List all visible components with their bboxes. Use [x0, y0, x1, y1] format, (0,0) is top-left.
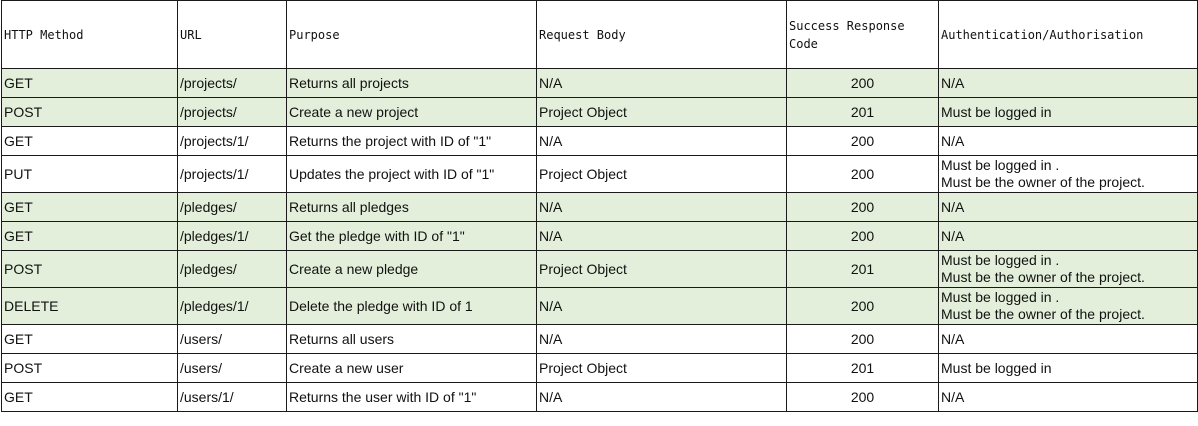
- cell-http-method: GET: [2, 383, 178, 412]
- cell-purpose: Create a new user: [287, 354, 537, 383]
- auth-line: Must be the owner of the project.: [941, 174, 1145, 190]
- table-row: [2, 383, 1198, 412]
- cell-url: /users/: [178, 325, 287, 354]
- cell-auth: [939, 156, 1198, 193]
- cell-purpose: Returns all projects: [287, 69, 537, 98]
- header-url: URL: [178, 1, 287, 69]
- cell-url: /projects/1/: [178, 156, 287, 193]
- cell-request-body: N/A: [537, 193, 787, 222]
- cell-purpose: Create a new project: [287, 98, 537, 127]
- auth-line: Must be logged in .: [941, 157, 1060, 173]
- cell-url: /projects/: [178, 98, 287, 127]
- cell-request-body: Project Object: [537, 98, 787, 127]
- auth-line: N/A: [941, 198, 965, 215]
- cell-auth: [939, 69, 1198, 98]
- cell-purpose: Get the pledge with ID of "1": [287, 222, 537, 251]
- cell-url: /pledges/: [178, 193, 287, 222]
- cell-url: /projects/1/: [178, 127, 287, 156]
- header-success-code: Success Response Code: [787, 1, 939, 69]
- cell-auth: [939, 193, 1198, 222]
- cell-success-code: 201: [787, 98, 939, 127]
- cell-http-method: PUT: [2, 156, 178, 193]
- auth-line: N/A: [941, 132, 965, 149]
- table-row: [2, 193, 1198, 222]
- cell-http-method: GET: [2, 193, 178, 222]
- cell-purpose: Create a new pledge: [287, 251, 537, 288]
- cell-url: /pledges/: [178, 251, 287, 288]
- cell-request-body: N/A: [537, 288, 787, 325]
- cell-purpose: Returns all users: [287, 325, 537, 354]
- cell-request-body: N/A: [537, 325, 787, 354]
- auth-line: N/A: [941, 388, 965, 405]
- api-endpoints-table: [1, 0, 1198, 412]
- cell-request-body: Project Object: [537, 156, 787, 193]
- cell-success-code: 200: [787, 69, 939, 98]
- cell-request-body: N/A: [537, 127, 787, 156]
- table-row: [2, 325, 1198, 354]
- header-auth: Authentication/Authorisation: [939, 1, 1198, 69]
- cell-url: /users/1/: [178, 383, 287, 412]
- auth-line: Must be logged in: [941, 359, 1052, 376]
- cell-http-method: POST: [2, 98, 178, 127]
- table-row: [2, 127, 1198, 156]
- cell-success-code: 200: [787, 222, 939, 251]
- table-row: [2, 98, 1198, 127]
- cell-url: /users/: [178, 354, 287, 383]
- cell-request-body: N/A: [537, 69, 787, 98]
- cell-success-code: 200: [787, 288, 939, 325]
- cell-url: /pledges/1/: [178, 222, 287, 251]
- table-row: [2, 354, 1198, 383]
- cell-auth: [939, 383, 1198, 412]
- cell-http-method: GET: [2, 222, 178, 251]
- cell-purpose: Returns the project with ID of "1": [287, 127, 537, 156]
- cell-success-code: 200: [787, 325, 939, 354]
- auth-line: Must be logged in .: [941, 252, 1060, 268]
- table-row: [2, 288, 1198, 325]
- cell-success-code: 200: [787, 156, 939, 193]
- cell-success-code: 201: [787, 354, 939, 383]
- cell-url: /projects/: [178, 69, 287, 98]
- cell-http-method: POST: [2, 251, 178, 288]
- cell-auth: [939, 127, 1198, 156]
- table-row: [2, 69, 1198, 98]
- table-row: [2, 156, 1198, 193]
- header-request-body: Request Body: [537, 1, 787, 69]
- cell-success-code: 200: [787, 383, 939, 412]
- header-purpose: Purpose: [287, 1, 537, 69]
- cell-request-body: Project Object: [537, 251, 787, 288]
- auth-line: Must be logged in: [941, 103, 1052, 120]
- cell-http-method: POST: [2, 354, 178, 383]
- table-row: [2, 251, 1198, 288]
- auth-line: Must be logged in .: [941, 289, 1060, 305]
- cell-purpose: Returns all pledges: [287, 193, 537, 222]
- cell-url: /pledges/1/: [178, 288, 287, 325]
- cell-http-method: GET: [2, 69, 178, 98]
- cell-success-code: 201: [787, 251, 939, 288]
- cell-auth: [939, 251, 1198, 288]
- cell-http-method: GET: [2, 325, 178, 354]
- cell-request-body: Project Object: [537, 354, 787, 383]
- auth-line: Must be the owner of the project.: [941, 306, 1145, 322]
- cell-success-code: 200: [787, 127, 939, 156]
- table-body: [2, 69, 1198, 412]
- cell-auth: [939, 222, 1198, 251]
- auth-line: N/A: [941, 330, 965, 347]
- auth-line: N/A: [941, 74, 965, 91]
- cell-request-body: N/A: [537, 222, 787, 251]
- header-http-method: HTTP Method: [2, 1, 178, 69]
- cell-purpose: Updates the project with ID of "1": [287, 156, 537, 193]
- header-row: [2, 1, 1198, 69]
- auth-line: Must be the owner of the project.: [941, 269, 1145, 285]
- cell-request-body: N/A: [537, 383, 787, 412]
- table-row: [2, 222, 1198, 251]
- cell-purpose: Returns the user with ID of "1": [287, 383, 537, 412]
- cell-auth: [939, 98, 1198, 127]
- cell-success-code: 200: [787, 193, 939, 222]
- cell-http-method: GET: [2, 127, 178, 156]
- cell-purpose: Delete the pledge with ID of 1: [287, 288, 537, 325]
- cell-auth: [939, 288, 1198, 325]
- auth-line: N/A: [941, 227, 965, 244]
- cell-auth: [939, 354, 1198, 383]
- cell-auth: [939, 325, 1198, 354]
- cell-http-method: DELETE: [2, 288, 178, 325]
